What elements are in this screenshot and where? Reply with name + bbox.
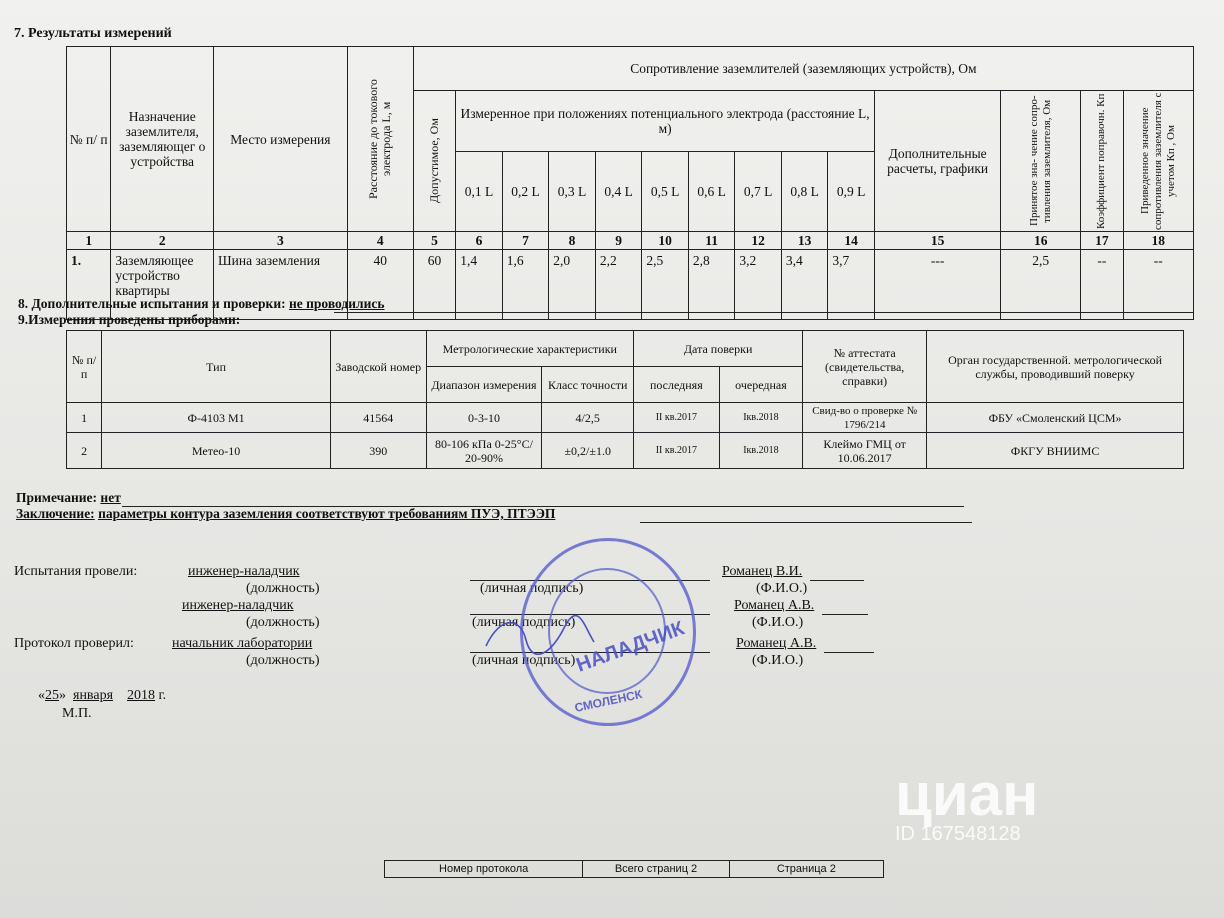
- section-7-title: 7. Результаты измерений: [14, 26, 172, 41]
- position-header-2: 0,2 L: [502, 151, 549, 231]
- dev-col-next: очередная: [719, 367, 803, 403]
- stamp-place-label: М.П.: [62, 706, 92, 721]
- column-number-18: 18: [1123, 232, 1193, 250]
- dev-col-last: последняя: [634, 367, 720, 403]
- watermark-id: ID 167548128: [895, 823, 1021, 845]
- name-3: Романец А.В.: [736, 636, 817, 651]
- measured-value-9: 3,7: [828, 250, 875, 320]
- dev-row1-cert: Свид-во о проверке № 1796/214: [803, 403, 927, 433]
- dev-col-num: № п/п: [67, 331, 102, 403]
- measured-value-5: 2,5: [642, 250, 689, 320]
- column-number-15: 15: [874, 232, 1000, 250]
- conclusion-label: Заключение:: [16, 506, 95, 521]
- row-purpose: Заземляющее устройство квартиры: [111, 250, 214, 320]
- conclusion: [16, 506, 555, 522]
- column-number-8: 8: [549, 232, 596, 250]
- caption-position-3: (должность): [246, 653, 320, 668]
- col-allowed: Допустимое, Ом: [427, 118, 441, 204]
- dev-group-metro: Метрологические характеристики: [426, 331, 633, 367]
- measured-value-3: 2,0: [549, 250, 596, 320]
- caption-position-2: (должность): [246, 615, 320, 630]
- column-number-11: 11: [688, 232, 735, 250]
- caption-position-1: (должность): [246, 581, 320, 596]
- protocol-date: [38, 688, 166, 704]
- col-place: Место измерения: [214, 47, 348, 232]
- position-header-5: 0,5 L: [642, 151, 689, 231]
- dev-col-class: Класс точности: [542, 367, 634, 403]
- watermark: [895, 760, 1038, 846]
- column-number-10: 10: [642, 232, 689, 250]
- position-header-7: 0,7 L: [735, 151, 782, 231]
- dev-row2-range: 80-106 кПа 0-25°С/ 20-90%: [426, 433, 542, 469]
- stamp-city: СМОЛЕНСК: [573, 687, 644, 715]
- group-measured: Измеренное при положениях потенциального электрода (расстояние L, м): [456, 91, 875, 152]
- tested-by-label: Испытания провели:: [14, 564, 138, 579]
- footer-table: [384, 860, 884, 878]
- column-number-3: 3: [214, 232, 348, 250]
- conclusion-line: [640, 522, 972, 523]
- row-num: 1.: [67, 250, 111, 320]
- position-1: инженер-наладчик: [188, 564, 300, 579]
- dev-row2-class: ±0,2/±1.0: [542, 433, 634, 469]
- position-2: инженер-наладчик: [182, 598, 294, 613]
- group-resistance: Сопротивление заземлителей (заземляющих устройств), Ом: [413, 47, 1193, 91]
- dev-col-type: Тип: [102, 331, 331, 403]
- column-number-2: 2: [111, 232, 214, 250]
- row-allowed: 60: [413, 250, 456, 320]
- results-table: [66, 46, 1194, 320]
- dev-row2-last: II кв.2017: [634, 433, 720, 469]
- column-number-14: 14: [828, 232, 875, 250]
- dev-row1-num: 1: [67, 403, 102, 433]
- col-distance: Расстояние до токового электрода L, м: [366, 79, 394, 199]
- measured-value-4: 2,2: [595, 250, 642, 320]
- checked-by-label: Протокол проверил:: [14, 636, 134, 651]
- dev-row1-last: II кв.2017: [634, 403, 720, 433]
- caption-signature-3: (личная подпись): [472, 653, 576, 668]
- col-accepted: Принятое зна- чение сопро- тивления заземлителя, Ом: [1027, 95, 1053, 227]
- row-place: Шина заземления: [214, 250, 348, 320]
- note-value: нет: [100, 490, 121, 505]
- name-line-1: [810, 580, 864, 581]
- position-header-9: 0,9 L: [828, 151, 875, 231]
- dev-row1-range: 0-3-10: [426, 403, 542, 433]
- date-close-quote: »: [59, 688, 66, 703]
- column-number-13: 13: [781, 232, 828, 250]
- col-num: № п/ п: [67, 47, 111, 232]
- column-number-6: 6: [456, 232, 503, 250]
- date-open-quote: «: [38, 688, 45, 703]
- date-month: января: [73, 688, 114, 703]
- row-accepted: 2,5: [1001, 250, 1081, 320]
- column-number-12: 12: [735, 232, 782, 250]
- col-purpose: Назначение заземлителя, заземляющег о устройства: [111, 47, 214, 232]
- position-3: начальник лаборатории: [172, 636, 313, 651]
- column-number-17: 17: [1081, 232, 1123, 250]
- caption-fio-3: (Ф.И.О.): [752, 653, 804, 668]
- name-2: Романец А.В.: [734, 598, 815, 613]
- col-coef: Коэффициент поправочн. Кп: [1095, 93, 1108, 229]
- dev-row1-serial: 41564: [330, 403, 426, 433]
- dev-row2-num: 2: [67, 433, 102, 469]
- position-header-8: 0,8 L: [781, 151, 828, 231]
- section-9-title: 9.Измерения проведены приборами:: [18, 312, 241, 327]
- caption-fio-2: (Ф.И.О.): [752, 615, 804, 630]
- footer-page: Страница 2: [729, 861, 883, 878]
- row-distance: 40: [347, 250, 413, 320]
- position-header-4: 0,4 L: [595, 151, 642, 231]
- date-suffix: г.: [158, 688, 167, 703]
- col-reduced: Приведенное значение сопротивления заземлителя с учетом Кп , Ом: [1138, 92, 1177, 230]
- dev-col-serial: Заводской номер: [330, 331, 426, 403]
- note-label: Примечание:: [16, 490, 98, 505]
- dev-row2-cert: Клеймо ГМЦ от 10.06.2017: [803, 433, 927, 469]
- devices-table: [66, 330, 1184, 469]
- dev-row2-next: Iкв.2018: [719, 433, 803, 469]
- dev-col-range: Диапазон измерения: [426, 367, 542, 403]
- dev-group-date: Дата поверки: [634, 331, 803, 367]
- conclusion-value: параметры контура заземления соответствуют требованиям ПУЭ, ПТЭЭП: [98, 506, 556, 521]
- section-8-line: [334, 312, 1194, 313]
- date-year: 2018: [127, 688, 156, 703]
- dev-col-org: Орган государственной. метрологической службы, проводивший поверку: [927, 331, 1184, 403]
- column-number-9: 9: [595, 232, 642, 250]
- row-extra: ---: [874, 250, 1000, 320]
- signature-scribble: [480, 606, 600, 666]
- position-header-1: 0,1 L: [456, 151, 503, 231]
- caption-signature-2: (личная подпись): [472, 615, 576, 630]
- dev-col-cert: № аттестата (свидетельства, справки): [803, 331, 927, 403]
- measured-value-1: 1,4: [456, 250, 503, 320]
- measured-value-8: 3,4: [781, 250, 828, 320]
- column-number-7: 7: [502, 232, 549, 250]
- dev-row1-type: Ф-4103 М1: [102, 403, 331, 433]
- dev-row1-class: 4/2,5: [542, 403, 634, 433]
- dev-row2-type: Метео-10: [102, 433, 331, 469]
- measured-value-6: 2,8: [688, 250, 735, 320]
- column-number-1: 1: [67, 232, 111, 250]
- position-header-3: 0,3 L: [549, 151, 596, 231]
- stamp-name: НАЛАДЧИК: [573, 617, 688, 677]
- name-line-2: [822, 614, 868, 615]
- measured-value-2: 1,6: [502, 250, 549, 320]
- row-coef: --: [1081, 250, 1123, 320]
- dev-row2-org: ФКГУ ВНИИМС: [927, 433, 1184, 469]
- caption-signature-1: (личная подпись): [480, 581, 584, 596]
- position-header-6: 0,6 L: [688, 151, 735, 231]
- footer-protocol: Номер протокола: [385, 861, 583, 878]
- note: [16, 490, 121, 506]
- name-1: Романец В.И.: [722, 564, 803, 579]
- column-number-4: 4: [347, 232, 413, 250]
- column-number-16: 16: [1001, 232, 1081, 250]
- section-8: [18, 296, 384, 312]
- name-line-3: [824, 652, 874, 653]
- row-reduced: --: [1123, 250, 1193, 320]
- dev-row1-next: Iкв.2018: [719, 403, 803, 433]
- dev-row1-org: ФБУ «Смоленский ЦСМ»: [927, 403, 1184, 433]
- dev-row2-serial: 390: [330, 433, 426, 469]
- section-8-label: 8. Дополнительные испытания и проверки:: [18, 296, 286, 311]
- column-number-5: 5: [413, 232, 456, 250]
- footer-total-pages: Всего страниц 2: [583, 861, 729, 878]
- measured-value-7: 3,2: [735, 250, 782, 320]
- date-day: 25: [45, 688, 59, 703]
- watermark-brand: циан: [895, 761, 1039, 828]
- col-extra: Дополнительные расчеты, графики: [874, 91, 1000, 232]
- caption-fio-1: (Ф.И.О.): [756, 581, 808, 596]
- section-8-value: не проводились: [288, 296, 385, 311]
